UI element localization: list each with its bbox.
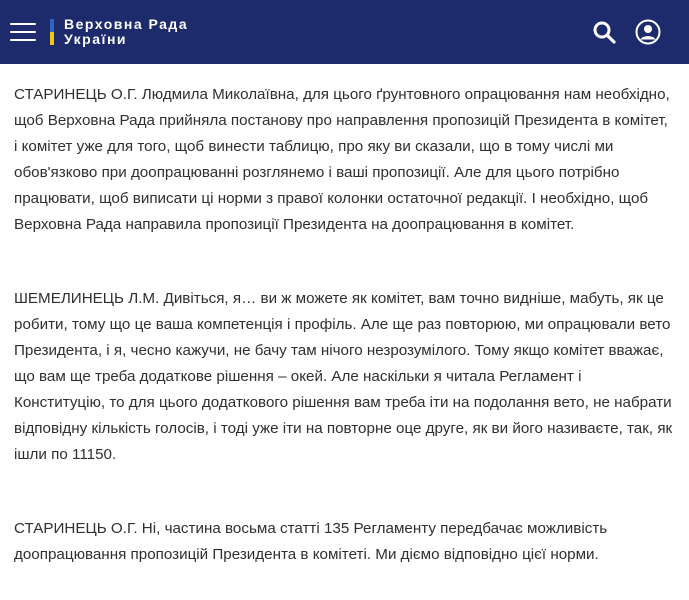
flag-icon bbox=[50, 19, 54, 45]
site-logo[interactable] bbox=[64, 17, 188, 47]
header-actions bbox=[589, 0, 689, 64]
speaker-name: СТАРИНЕЦЬ О.Г. bbox=[14, 86, 138, 103]
logo-line-2: України bbox=[64, 31, 128, 47]
top-navigation-bar bbox=[0, 0, 689, 64]
transcript-paragraph bbox=[14, 286, 673, 468]
speaker-name: СТАРИНЕЦЬ О.Г. bbox=[14, 520, 138, 537]
transcript-paragraph bbox=[14, 82, 673, 238]
logo-line-1: Верховна Рада bbox=[64, 16, 189, 32]
transcript-paragraph bbox=[14, 516, 673, 568]
search-icon[interactable] bbox=[589, 17, 619, 47]
speech-text: Ні, частина восьма статті 135 Регламенту передбачає можливість доопрацювання пропозицій Президента в комітеті. Ми діємо відповідно цієї норми. bbox=[14, 520, 608, 563]
hamburger-menu-icon[interactable] bbox=[10, 23, 36, 41]
user-account-icon[interactable] bbox=[633, 17, 663, 47]
transcript-content bbox=[0, 64, 689, 568]
speaker-name: ШЕМЕЛИНЕЦЬ Л.М. bbox=[14, 290, 160, 307]
speech-text: Дивіться, я… ви ж можете як комітет, вам точно видніше, мабуть, як це робити, тому що це ваша компетенція і профіль. Але ще раз повторюю, ми опрацювали вето Президента, і я, чесно кажучи, не бачу там нічого незрозумілого. Тому якщо комітет вважає, що вам ще треба додаткове рішення – окей. Але наскільки я читала Регламент і Конституцію, то для цього додаткового рішення вам треба іти на подолання вето, не набрати відповідну кількість голосів, і тоді уже іти на повторне оце друге, як ви його називаєте, так, як ішли по 11150. bbox=[14, 290, 673, 463]
speech-text: Людмила Миколаївна, для цього ґрунтовного опрацювання нам необхідно, щоб Верховна Рада прийняла постанову про направлення пропозицій Президента в комітет, і комітет уже для того, щоб винести таблицю, про яку ви сказали, що в тому числі ми обов'язково при доопрацюванні розглянемо і ваші пропозиції. Але для цього потрібно працювати, щоб виписати ці норми з правої колонки остаточної редакції. І необхідно, щоб Верховна Рада направила пропозиції Президента на доопрацювання в комітет. bbox=[14, 86, 670, 233]
